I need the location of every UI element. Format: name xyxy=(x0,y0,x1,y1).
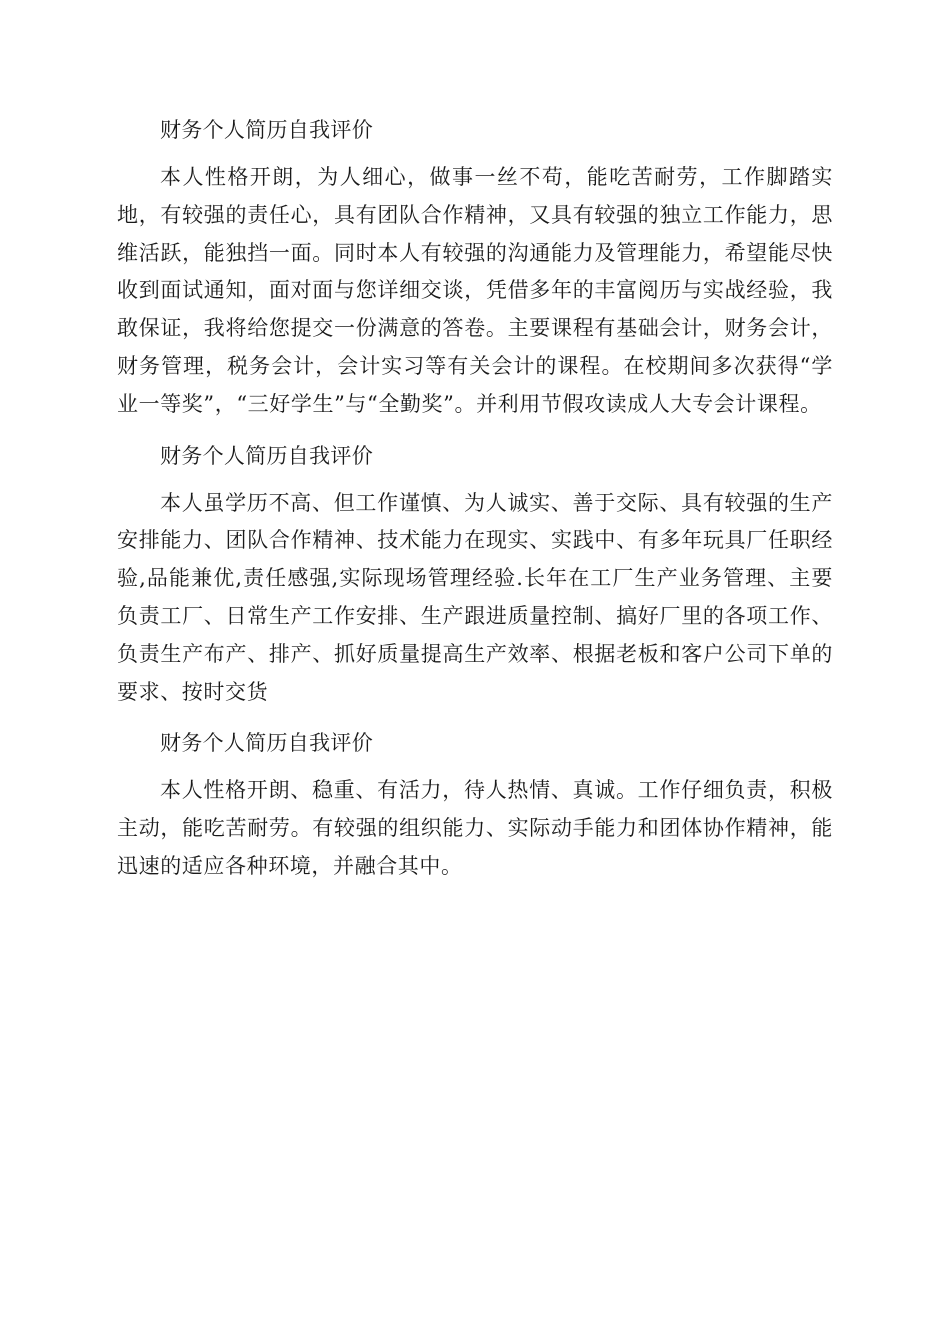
section-2 xyxy=(117,438,833,712)
section-heading: 财务个人简历自我评价 xyxy=(160,118,373,142)
section-paragraph: 本人虽学历不高、但工作谨慎、为人诚实、善于交际、具有较强的生产安排能力、团队合作精神、技术能力在现实、实践中、有多年玩具厂任职经验,品能兼优,责任感强,实际现场管理经验.长年在工厂生产业务管理、主要负责工厂、日常生产工作安排、生产跟进质量控制、搞好厂里的各项工作、负责生产布产、排产、抓好质量提高生产效率、根据老板和客户公司下单的要求、按时交货 xyxy=(117,490,833,704)
section-heading: 财务个人简历自我评价 xyxy=(160,443,373,468)
section-1 xyxy=(117,112,833,424)
section-3 xyxy=(117,725,833,885)
section-paragraph: 本人性格开朗、稳重、有活力，待人热情、真诚。工作仔细负责，积极主动，能吃苦耐劳。有较强的组织能力、实际动手能力和团体协作精神，能迅速的适应各种环境，并融合其中。 xyxy=(117,778,833,878)
section-heading: 财务个人简历自我评价 xyxy=(160,731,373,756)
document-page xyxy=(117,112,833,900)
section-paragraph: 本人性格开朗，为人细心，做事一丝不苟，能吃苦耐劳，工作脚踏实地，有较强的责任心，具有团队合作精神，又具有较强的独立工作能力，思维活跃，能独挡一面。同时本人有较强的沟通能力及管理能力，希望能尽快收到面试通知，面对面与您详细交谈，凭借多年的丰富阅历与实战经验，我敢保证，我将给您提交一份满意的答卷。主要课程有基础会计，财务会计，财务管理，税务会计，会计实习等有关会计的课程。在校期间多次获得“学业一等奖”，“三好学生”与“全勤奖”。并利用节假攻读成人大专会计课程。 xyxy=(117,165,833,416)
